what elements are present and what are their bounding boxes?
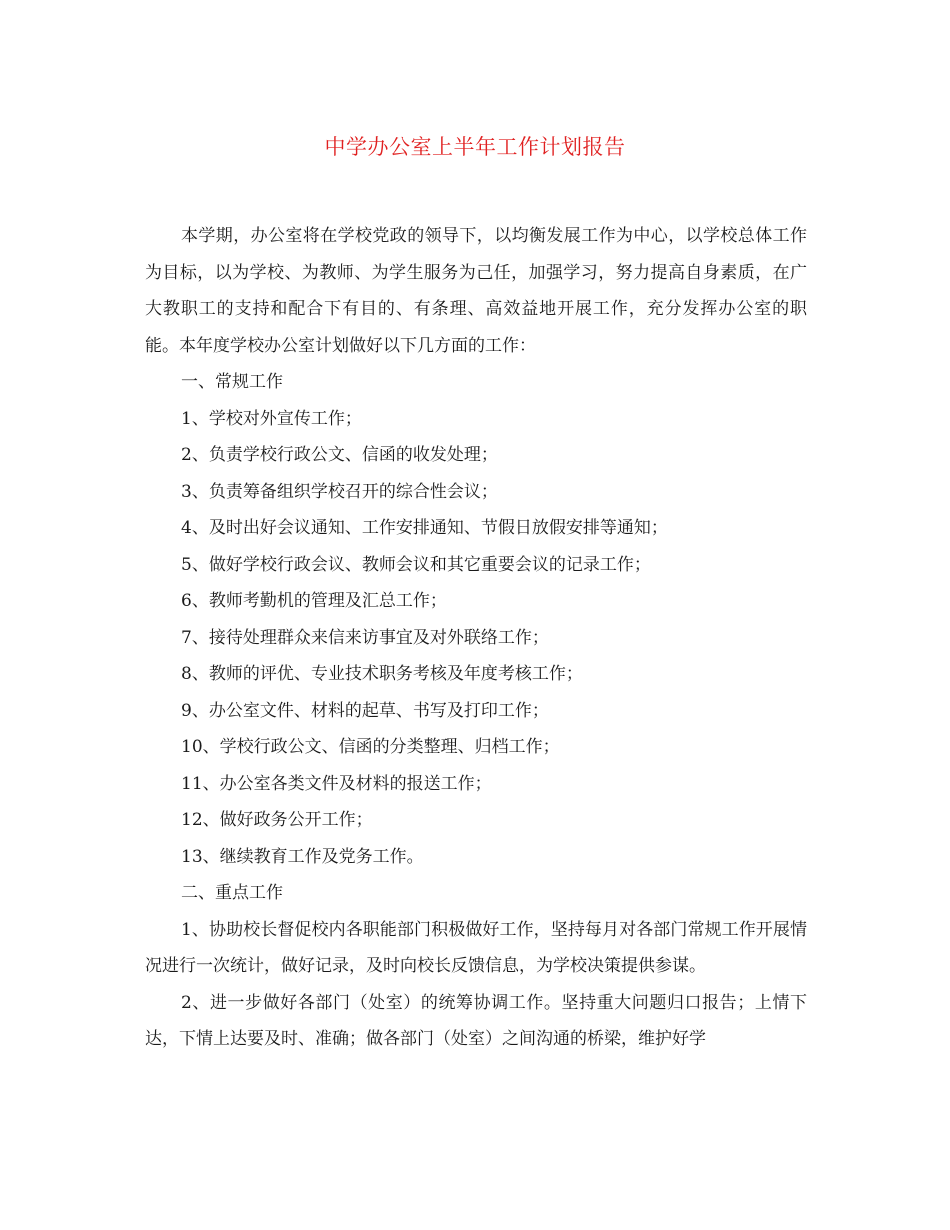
list-item: 11、办公室各类文件及材料的报送工作；: [181, 773, 492, 794]
section-heading-key-work: 二、重点工作: [181, 883, 283, 903]
list-item: 1、学校对外宣传工作；: [181, 408, 362, 429]
document-body: [145, 218, 807, 1058]
intro-paragraph: 本学期，办公室将在学校党政的领导下，以均衡发展工作为中心，以学校总体工作为目标，以为学校、为教师、为学生服务为己任，加强学习，努力提高自身素质，在广大教职工的支持和配合下有目的、有条理、高效益地开展工作，充分发挥办公室的职能。本年度学校办公室计划做好以下几方面的工作：: [145, 226, 807, 356]
list-item: 8、教师的评优、专业技术职务考核及年度考核工作；: [181, 664, 583, 684]
list-item: 4、及时出好会议通知、工作安排通知、节假日放假安排等通知；: [181, 518, 668, 538]
list-item: 13、继续教育工作及党务工作。: [181, 846, 424, 867]
list-item: 2、负责学校行政公文、信函的收发处理；: [181, 445, 498, 465]
key-work-paragraph: 1、协助校长督促校内各职能部门积极做好工作，坚持每月对各部门常规工作开展情况进行一次统计，做好记录，及时向校长反馈信息，为学校决策提供参谋。: [145, 919, 807, 976]
list-item: 12、做好政务公开工作；: [181, 810, 373, 830]
list-item: 9、办公室文件、材料的起草、书写及打印工作；: [181, 700, 549, 721]
list-item: 6、教师考勤机的管理及汇总工作；: [181, 591, 447, 611]
section-heading-routine: 一、常规工作: [181, 372, 283, 392]
key-work-paragraph: 2、进一步做好各部门（处室）的统筹协调工作。坚持重大问题归口报告；上情下达，下情上达要及时、准确；做各部门（处室）之间沟通的桥梁，维护好学: [145, 992, 807, 1049]
document-title: 中学办公室上半年工作计划报告: [324, 135, 626, 159]
list-item: 3、负责筹备组织学校召开的综合性会议；: [181, 481, 498, 502]
list-item: 7、接待处理群众来信来访事宜及对外联络工作；: [181, 627, 549, 648]
list-item: 10、学校行政公文、信函的分类整理、归档工作；: [181, 737, 560, 757]
list-item: 5、做好学校行政会议、教师会议和其它重要会议的记录工作；: [181, 554, 651, 575]
